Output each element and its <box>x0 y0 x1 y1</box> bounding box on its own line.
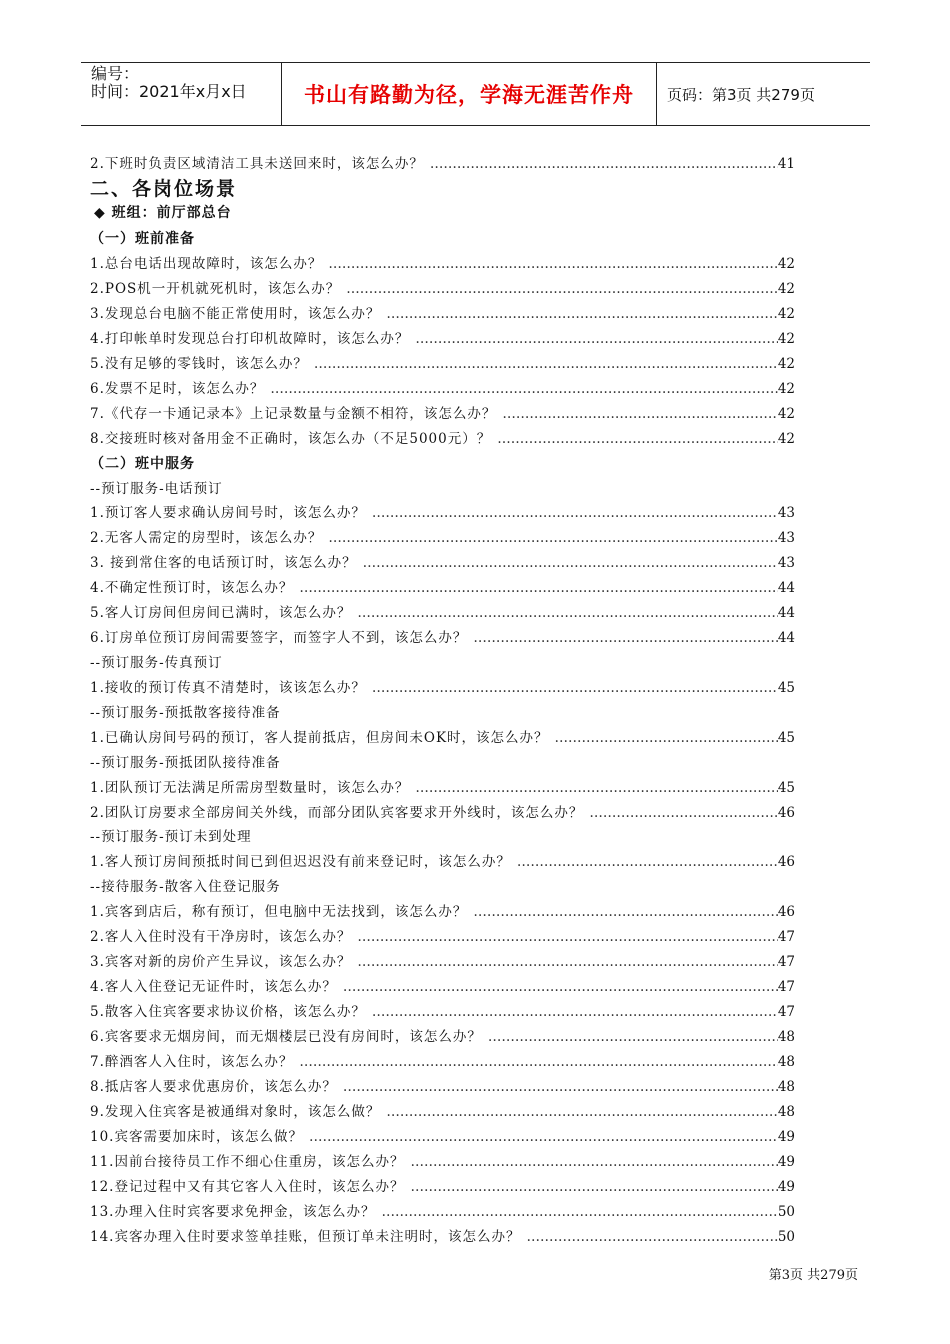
toc-entry-page: 42 <box>777 331 795 347</box>
toc-leader-dots <box>351 602 777 624</box>
toc-entry-title: 2.下班时负责区域清洁工具未送回来时，该怎么办？ <box>90 156 424 172</box>
toc-leader-dots <box>482 1026 778 1048</box>
toc-entry-page: 47 <box>777 929 795 945</box>
toc-entry-page: 48 <box>777 1054 795 1070</box>
toc-entry-title: 1.客人预订房间预抵时间已到但迟迟没有前来登记时，该怎么办？ <box>90 854 511 870</box>
document-time-label: 时间：2021年x月x日 <box>91 82 247 101</box>
toc-entry <box>90 1076 795 1098</box>
toc-entry-page: 42 <box>777 256 795 272</box>
toc-entry-title: 2.POS机一开机就死机时，该怎么办？ <box>90 281 341 297</box>
toc-entry-page: 44 <box>777 580 795 596</box>
toc-entry-title: 8.交接班时核对备用金不正确时，该怎么办（不足5000元）？ <box>90 431 492 447</box>
toc-entry-title: 2.无客人需定的房型时，该怎么办？ <box>90 530 323 546</box>
toc-leader-dots <box>491 428 778 450</box>
toc-leader-dots <box>366 502 778 524</box>
toc-entry-title: 1.已确认房间号码的预订，客人提前抵店，但房间未OK时，该怎么办？ <box>90 730 549 746</box>
page-header <box>81 62 870 126</box>
toc-leader-dots <box>409 777 777 799</box>
toc-entry <box>90 901 795 923</box>
toc-entry-page: 43 <box>777 530 795 546</box>
toc-entry-page: 44 <box>777 605 795 621</box>
category-label: --预订服务-预抵散客接待准备 <box>90 705 281 721</box>
toc-entry <box>90 951 795 973</box>
subsection-heading: （一）班前准备 <box>90 231 195 247</box>
subsection-heading: （二）班中服务 <box>90 456 195 472</box>
toc-entry <box>90 1001 795 1023</box>
toc-leader-dots <box>264 378 777 400</box>
toc-entry-page: 48 <box>777 1029 795 1045</box>
toc-entry <box>90 1151 795 1173</box>
toc-entry-page: 50 <box>777 1229 795 1245</box>
document-number-label: 编号： <box>91 64 140 83</box>
category-label: --预订服务-预订未到处理 <box>90 829 252 845</box>
toc-entry-page: 42 <box>777 356 795 372</box>
toc-entry-title: 8.抵店客人要求优惠房价，该怎么办？ <box>90 1079 337 1095</box>
toc-leader-dots <box>322 527 777 549</box>
toc-entry-page: 47 <box>777 979 795 995</box>
toc-leader-dots <box>467 901 777 923</box>
header-meta <box>81 63 282 125</box>
toc-entry-title: 7.醉酒客人入住时，该怎么办？ <box>90 1054 294 1070</box>
toc-entry <box>90 1101 795 1123</box>
toc-entry <box>90 851 795 873</box>
toc-entry <box>90 328 795 350</box>
toc-entry <box>90 677 795 699</box>
toc-entry-page: 44 <box>777 630 795 646</box>
toc-entry-page: 48 <box>777 1079 795 1095</box>
toc-entry-page: 46 <box>777 805 795 821</box>
toc-leader-dots <box>303 1126 778 1148</box>
toc-entry <box>90 1226 795 1248</box>
toc-entry <box>90 602 795 624</box>
toc-entry <box>90 577 795 599</box>
toc-entry-page: 45 <box>777 780 795 796</box>
toc-entry-title: 4.客人入住登记无证件时，该怎么办？ <box>90 979 337 995</box>
toc-entry-title: 4.打印帐单时发现总台打印机故障时，该怎么办？ <box>90 331 410 347</box>
header-page-info: 页码：第3页 共279页 <box>667 85 815 104</box>
toc-entry-page: 42 <box>777 306 795 322</box>
toc-entry-title: 3. 接到常住客的电话预订时，该怎么办？ <box>90 555 357 571</box>
toc-leader-dots <box>351 951 777 973</box>
toc-entry-title: 6.订房单位预订房间需要签字，而签字人不到，该怎么办？ <box>90 630 468 646</box>
toc-entry <box>90 1026 795 1048</box>
toc-leader-dots <box>308 353 778 375</box>
toc-entry-page: 49 <box>777 1179 795 1195</box>
toc-leader-dots <box>375 1201 777 1223</box>
toc-entry-page: 41 <box>777 156 795 172</box>
toc-entry-page: 45 <box>777 680 795 696</box>
toc-leader-dots <box>337 976 778 998</box>
toc-entry-title: 13.办理入住时宾客要求免押金，该怎么办？ <box>90 1204 376 1220</box>
toc-entry-page: 45 <box>777 730 795 746</box>
toc-entry-page: 46 <box>777 854 795 870</box>
page-footer: 第3页 共279页 <box>768 1268 858 1283</box>
toc-leader-dots <box>357 552 778 574</box>
toc-entry-title: 4.不确定性预订时，该怎么办？ <box>90 580 294 596</box>
toc-entry-title: 2.客人入住时没有干净房时，该怎么办？ <box>90 929 352 945</box>
toc-entry <box>90 403 795 425</box>
toc-leader-dots <box>583 802 777 824</box>
toc-entry-page: 47 <box>777 954 795 970</box>
toc-entry-title: 1.总台电话出现故障时，该怎么办？ <box>90 256 323 272</box>
toc-entry <box>90 802 795 824</box>
section-heading: 二、各岗位场景 <box>90 178 238 199</box>
toc-entry-page: 43 <box>777 555 795 571</box>
toc-entry <box>90 1201 795 1223</box>
toc-entry-title: 1.团队预订无法满足所需房型数量时，该怎么办？ <box>90 780 410 796</box>
toc-leader-dots <box>467 627 777 649</box>
toc-entry <box>90 153 795 175</box>
toc-entry-page: 47 <box>777 1004 795 1020</box>
toc-leader-dots <box>337 1076 778 1098</box>
toc-entry-title: 1.预订客人要求确认房间号时，该怎么办？ <box>90 505 366 521</box>
toc-entry <box>90 527 795 549</box>
toc-entry-title: 1.接收的预订传真不清楚时，该该怎么办？ <box>90 680 366 696</box>
toc-entry-title: 2.团队订房要求全部房间关外线，而部分团队宾客要求开外线时，该怎么办？ <box>90 805 584 821</box>
category-label: --预订服务-预抵团队接待准备 <box>90 755 281 771</box>
toc-leader-dots <box>549 727 778 749</box>
toc-leader-dots <box>404 1151 777 1173</box>
toc-leader-dots <box>380 303 777 325</box>
toc-leader-dots <box>293 1051 777 1073</box>
toc-entry <box>90 253 795 275</box>
toc-entry-title: 12.登记过程中又有其它客人入住时，该怎么办？ <box>90 1179 405 1195</box>
toc-entry-title: 5.散客入住宾客要求协议价格，该怎么办？ <box>90 1004 366 1020</box>
toc-entry <box>90 1126 795 1148</box>
toc-leader-dots <box>293 577 777 599</box>
toc-entry-title: 14.宾客办理入住时要求签单挂账，但预订单未注明时，该怎么办？ <box>90 1229 521 1245</box>
header-motto: 书山有路勤为径，学海无涯苦作舟 <box>282 63 657 125</box>
toc-entry-page: 43 <box>777 505 795 521</box>
toc-entry-title: 3.宾客对新的房价产生异议，该怎么办？ <box>90 954 352 970</box>
toc-entry-page: 46 <box>777 904 795 920</box>
group-heading: ◆ 班组：前厅部总台 <box>94 205 232 221</box>
toc-entry-page: 42 <box>777 381 795 397</box>
toc-leader-dots <box>496 403 777 425</box>
toc-entry-title: 3.发现总台电脑不能正常使用时，该怎么办？ <box>90 306 381 322</box>
toc-entry <box>90 727 795 749</box>
toc-leader-dots <box>511 851 778 873</box>
toc-entry <box>90 552 795 574</box>
toc-entry-page: 42 <box>777 281 795 297</box>
toc-entry-page: 50 <box>777 1204 795 1220</box>
toc-entry <box>90 1176 795 1198</box>
toc-leader-dots <box>404 1176 777 1198</box>
toc-leader-dots <box>520 1226 777 1248</box>
toc-entry-page: 49 <box>777 1154 795 1170</box>
toc-entry-title: 10.宾客需要加床时，该怎么做？ <box>90 1129 303 1145</box>
toc-entry-title: 6.发票不足时，该怎么办？ <box>90 381 265 397</box>
toc-leader-dots <box>424 153 778 175</box>
toc-leader-dots <box>322 253 777 275</box>
toc-entry-title: 5.客人订房间但房间已满时，该怎么办？ <box>90 605 352 621</box>
toc-leader-dots <box>366 1001 778 1023</box>
toc-entry <box>90 502 795 524</box>
toc-entry <box>90 1051 795 1073</box>
toc-entry <box>90 926 795 948</box>
toc-entry-title: 7.《代存一卡通记录本》上记录数量与金额不相符，该怎么办？ <box>90 406 497 422</box>
toc-entry-page: 42 <box>777 431 795 447</box>
toc-entry <box>90 976 795 998</box>
toc-entry <box>90 378 795 400</box>
toc-entry-page: 42 <box>777 406 795 422</box>
category-label: --接待服务-散客入住登记服务 <box>90 879 281 895</box>
category-label: --预订服务-传真预订 <box>90 655 223 671</box>
toc-entry <box>90 353 795 375</box>
toc-entry <box>90 303 795 325</box>
toc-entry-title: 1.宾客到店后，称有预订，但电脑中无法找到，该怎么办？ <box>90 904 468 920</box>
toc-leader-dots <box>340 278 778 300</box>
toc-entry <box>90 627 795 649</box>
toc-entry-title: 5.没有足够的零钱时，该怎么办？ <box>90 356 308 372</box>
toc-leader-dots <box>351 926 777 948</box>
toc-leader-dots <box>409 328 777 350</box>
toc-entry-title: 9.发现入住宾客是被通缉对象时，该怎么做？ <box>90 1104 381 1120</box>
toc-leader-dots <box>366 677 778 699</box>
toc-leader-dots <box>380 1101 777 1123</box>
toc-entry <box>90 428 795 450</box>
toc-entry-title: 6.宾客要求无烟房间，而无烟楼层已没有房间时，该怎么办？ <box>90 1029 482 1045</box>
toc-entry <box>90 278 795 300</box>
toc-entry-title: 11.因前台接待员工作不细心住重房，该怎么办？ <box>90 1154 405 1170</box>
toc-entry-page: 49 <box>777 1129 795 1145</box>
category-label: --预订服务-电话预订 <box>90 481 223 497</box>
toc-entry <box>90 777 795 799</box>
toc-entry-page: 48 <box>777 1104 795 1120</box>
